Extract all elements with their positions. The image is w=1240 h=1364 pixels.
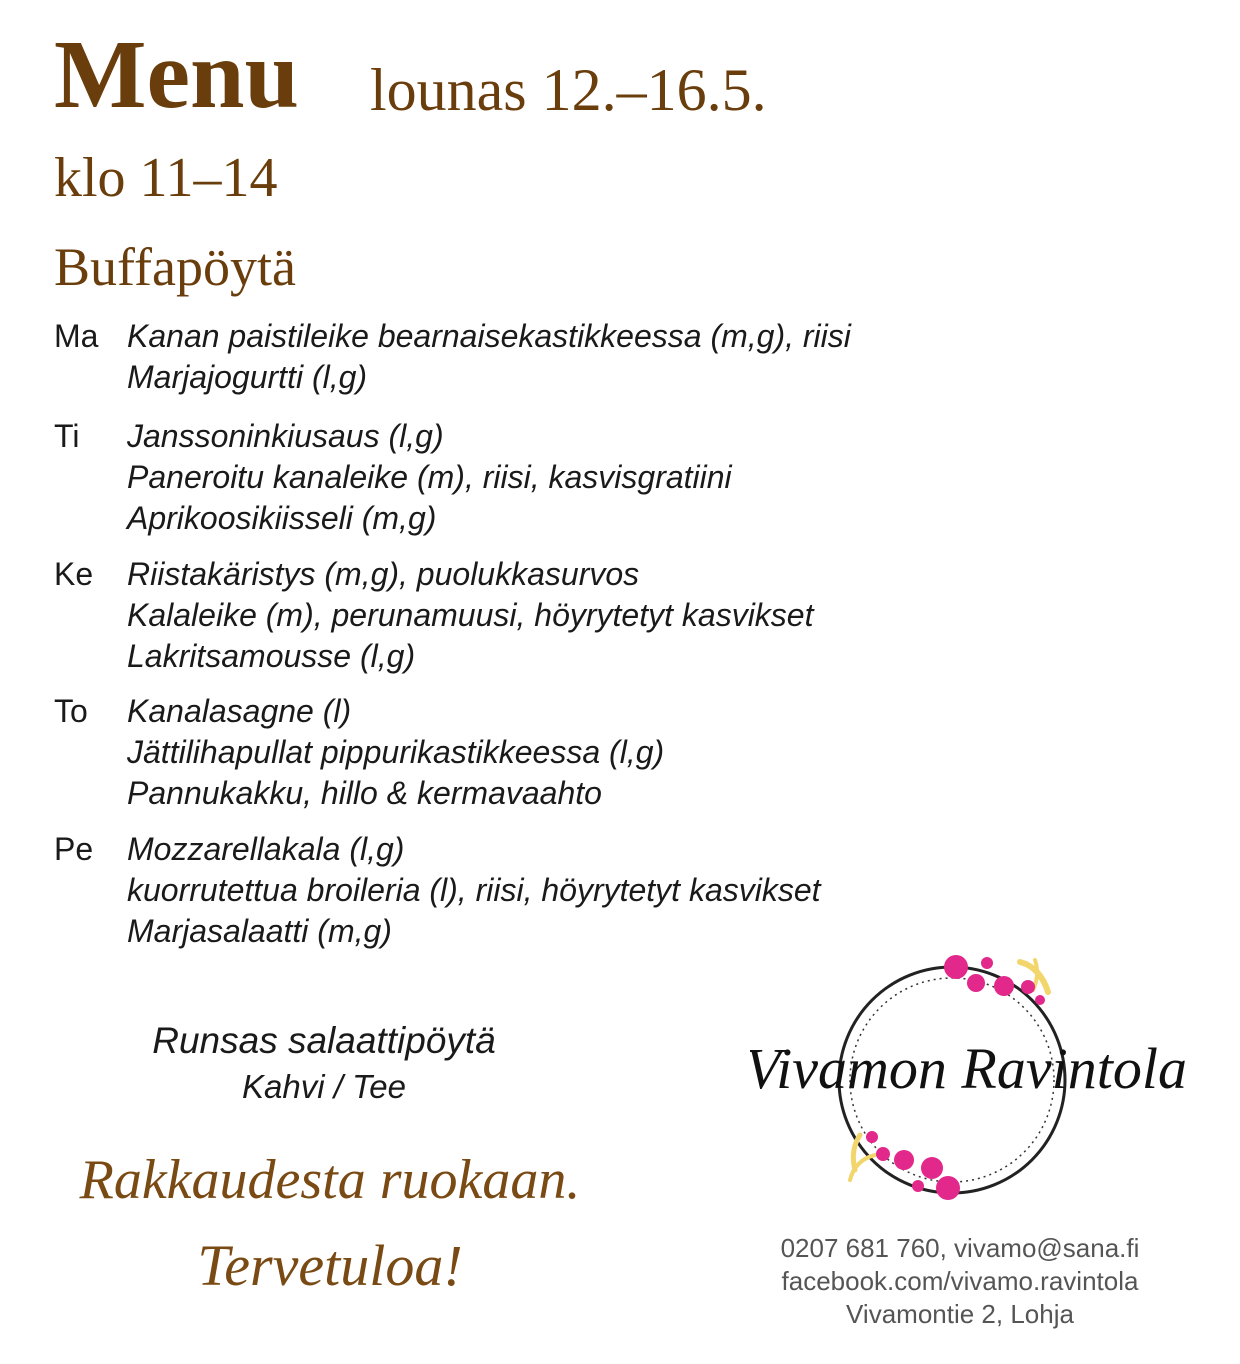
dish: Marjasalaatti (m,g) [127,913,392,949]
day-label: Ke [54,556,94,592]
dish: Marjajogurtti (l,g) [127,359,368,395]
dish: Kanan paistileike bearnaisekastikkeessa (m,g), riisi [127,318,851,354]
dish: kuorrutettua broileria (l), riisi, höyrytetyt kasvikset [127,872,821,908]
dish: Riistakäristys (m,g), puolukkasurvos [127,556,640,592]
logo-wordmark: Vivamon Ravintola [750,1036,1187,1101]
slogan-line: Rakkaudesta ruokaan. [79,1149,581,1211]
dish: Kalaleike (m), perunamuusi, höyrytetyt kasvikset [127,597,814,633]
dish: Mozzarellakala (l,g) [127,831,405,867]
page-title: Menu [54,21,299,129]
dish: Paneroitu kanaleike (m), riisi, kasvisgratiini [127,459,732,495]
day-label: To [54,693,88,729]
contact-phone-email: 0207 681 760, vivamo@sana.fi [780,1233,1140,1263]
contact-address: Vivamontie 2, Lohja [846,1299,1074,1329]
dish: Pannukakku, hillo & kermavaahto [127,775,602,811]
welcome-line: Tervetuloa! [197,1233,463,1298]
section-heading: Buffapöytä [54,237,296,297]
menu-subtitle: lounas 12.–16.5. [370,57,767,123]
dish: Jättilihapullat pippurikastikkeessa (l,g) [127,734,665,770]
restaurant-logo [750,940,1190,1210]
contact-facebook: facebook.com/vivamo.ravintola [781,1266,1139,1296]
day-label: Pe [54,831,94,867]
salad-table-note: Runsas salaattipöytä [152,1020,496,1061]
dish: Janssoninkiusaus (l,g) [127,418,444,454]
dish: Aprikoosikiisseli (m,g) [127,500,437,536]
dish: Kanalasagne (l) [127,693,352,729]
dish: Lakritsamousse (l,g) [127,638,416,674]
day-label: Ti [54,418,80,454]
day-label: Ma [54,318,99,354]
drinks-note: Kahvi / Tee [242,1068,406,1105]
opening-hours: klo 11–14 [54,147,278,209]
